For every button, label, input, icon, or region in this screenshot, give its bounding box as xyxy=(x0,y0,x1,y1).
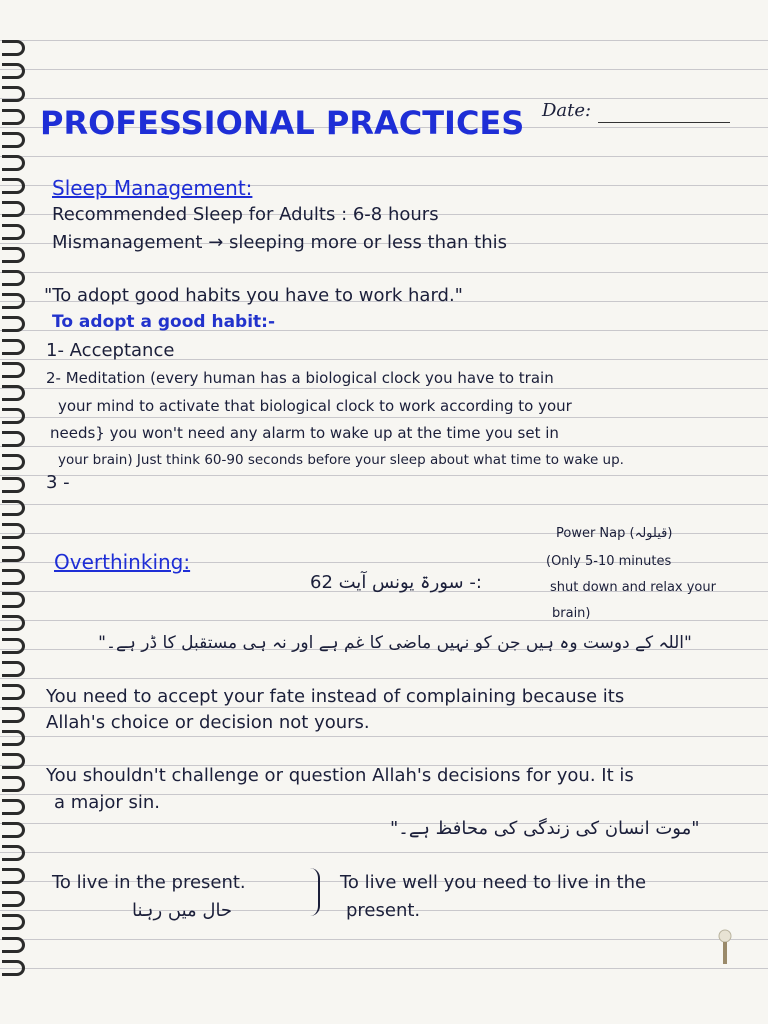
spiral-ring xyxy=(2,201,25,217)
spiral-ring xyxy=(2,500,25,516)
present-right-line-2: present. xyxy=(346,900,421,921)
spiral-ring xyxy=(2,247,25,263)
spiral-ring xyxy=(2,385,25,401)
page-title: PROFESSIONAL PRACTICES xyxy=(40,104,525,142)
page-bottom-margin xyxy=(0,990,768,1024)
power-nap-line-2: (Only 5-10 minutes xyxy=(546,554,672,569)
spiral-ring xyxy=(2,224,25,240)
sin-paragraph-line-2: a major sin. xyxy=(54,792,160,813)
spiral-ring xyxy=(2,431,25,447)
spiral-ring xyxy=(2,155,25,171)
spiral-ring xyxy=(2,937,25,953)
spiral-ring xyxy=(2,845,25,861)
spiral-ring xyxy=(2,132,25,148)
spiral-ring xyxy=(2,408,25,424)
spiral-ring xyxy=(2,178,25,194)
urdu-quote: "اللہ کے دوست وہ ہیں جن کو نہیں ماضی کا غم ہے اور نہ ہی مستقبل کا ڈر ہے۔" xyxy=(98,633,692,653)
spiral-ring xyxy=(2,477,25,493)
habit-item-2-line-4: your brain) Just think 60-90 seconds before your sleep about what time to wake up. xyxy=(58,452,624,468)
spiral-ring xyxy=(2,63,25,79)
habit-item-3: 3 - xyxy=(46,472,70,493)
spiral-ring xyxy=(2,86,25,102)
spiral-ring xyxy=(2,615,25,631)
spiral-ring xyxy=(2,569,25,585)
fate-paragraph-line-1: You need to accept your fate instead of complaining because its xyxy=(46,686,625,707)
spiral-ring xyxy=(2,960,25,976)
habit-item-2-line-1: 2- Meditation (every human has a biological clock you have to train xyxy=(46,369,554,387)
sleep-heading: Sleep Management: xyxy=(52,176,253,200)
spiral-ring xyxy=(2,707,25,723)
spiral-ring xyxy=(2,362,25,378)
power-nap-line-4: brain) xyxy=(552,606,591,621)
sin-paragraph-line-1: You shouldn't challenge or question Allah's decisions for you. It is xyxy=(46,765,634,786)
spiral-binding xyxy=(0,40,40,990)
spiral-ring xyxy=(2,868,25,884)
fate-paragraph-line-2: Allah's choice or decision not yours. xyxy=(46,712,370,733)
spiral-ring xyxy=(2,638,25,654)
spiral-ring xyxy=(2,339,25,355)
spiral-ring xyxy=(2,109,25,125)
spiral-ring xyxy=(2,776,25,792)
spiral-ring xyxy=(2,914,25,930)
sleep-line-1: Recommended Sleep for Adults : 6-8 hours xyxy=(52,204,439,225)
spiral-ring xyxy=(2,546,25,562)
power-nap-line-3: shut down and relax your xyxy=(550,580,716,595)
spiral-ring xyxy=(2,822,25,838)
urdu-quote-death: "موت انسان کی زندگی کی محافظ ہے۔" xyxy=(390,818,700,839)
overthinking-heading: Overthinking: xyxy=(54,550,191,574)
surah-reference: :- سورۃ یونس آیت 62 xyxy=(310,572,482,593)
spiral-ring xyxy=(2,293,25,309)
spiral-ring xyxy=(2,592,25,608)
spiral-ring xyxy=(2,799,25,815)
date-label: Date: xyxy=(542,100,592,121)
spiral-ring xyxy=(2,891,25,907)
habit-heading: To adopt a good habit:- xyxy=(52,312,276,332)
habit-item-2-line-3: needs} you won't need any alarm to wake up at the time you set in xyxy=(50,424,559,442)
brace xyxy=(308,868,320,916)
spiral-ring xyxy=(2,40,25,56)
spiral-ring xyxy=(2,523,25,539)
present-urdu: حال میں رہنا xyxy=(132,900,233,921)
present-line: To live in the present. xyxy=(52,872,246,893)
habit-item-1: 1- Acceptance xyxy=(46,340,175,361)
power-nap-line-1: Power Nap (قیلولہ) xyxy=(556,526,673,541)
spiral-ring xyxy=(2,454,25,470)
spiral-ring xyxy=(2,730,25,746)
spiral-ring xyxy=(2,684,25,700)
spiral-ring xyxy=(2,753,25,769)
spiral-ring xyxy=(2,316,25,332)
spiral-ring xyxy=(2,661,25,677)
spiral-ring xyxy=(2,270,25,286)
present-right-line-1: To live well you need to live in the xyxy=(340,872,647,893)
habit-quote: "To adopt good habits you have to work hard." xyxy=(44,285,463,306)
page-top-margin xyxy=(0,0,768,40)
torch-logo-icon xyxy=(718,928,732,968)
date-line xyxy=(598,122,730,123)
habit-item-2-line-2: your mind to activate that biological clock to work according to your xyxy=(58,397,572,415)
sleep-line-2: Mismanagement → sleeping more or less than this xyxy=(52,232,508,253)
